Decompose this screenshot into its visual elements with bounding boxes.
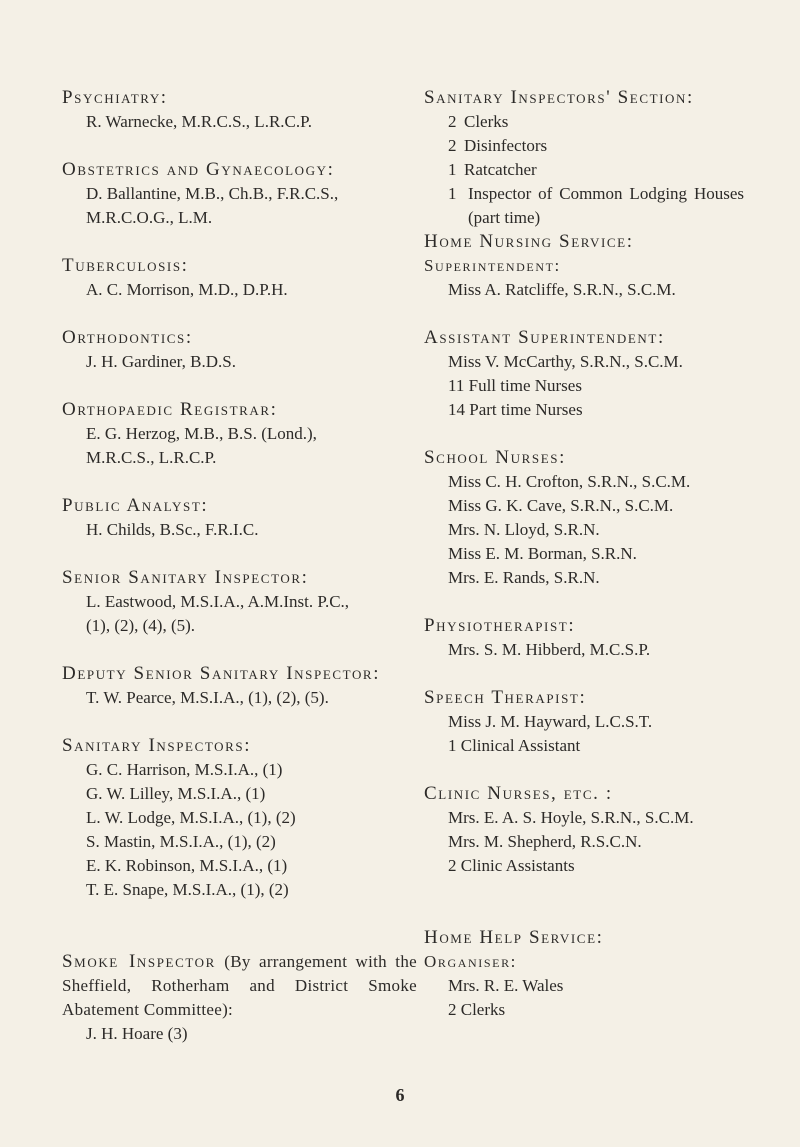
staff-line: Mrs. M. Shepherd, R.S.C.N.: [448, 832, 642, 851]
section-heading: Sanitary Inspectors:: [62, 735, 252, 756]
page-number: 6: [395, 1085, 405, 1105]
staff-line: J. H. Hoare (3): [86, 1024, 188, 1043]
staff-line: S. Mastin, M.S.I.A., (1), (2): [86, 832, 276, 851]
staff-line: L. Eastwood, M.S.I.A., A.M.Inst. P.C.,: [86, 592, 350, 611]
item-count: 1: [448, 184, 457, 203]
section-senior-sanitary-inspector: [62, 566, 417, 638]
section-heading: Speech Therapist:: [424, 687, 587, 708]
staff-line: T. E. Snape, M.S.I.A., (1), (2): [86, 880, 289, 899]
staff-line: G. C. Harrison, M.S.I.A., (1): [86, 760, 283, 779]
staff-line: T. W. Pearce, M.S.I.A., (1), (2), (5).: [86, 688, 329, 707]
section-psychiatry: [62, 86, 417, 134]
section-tuberculosis: [62, 254, 417, 302]
section-obstetrics: [62, 158, 417, 230]
section-heading: Orthodontics:: [62, 327, 193, 348]
staff-line: E. G. Herzog, M.B., B.S. (Lond.),: [86, 424, 317, 443]
section-speech-therapist: [424, 686, 744, 758]
section-deputy-sanitary-inspector: [62, 662, 417, 710]
section-heading: Public Analyst:: [62, 495, 209, 516]
section-heading: Tuberculosis:: [62, 255, 189, 276]
staff-line: Miss E. M. Borman, S.R.N.: [448, 544, 637, 563]
section-assistant-superintendent: [424, 326, 744, 422]
section-orthodontics: [62, 326, 417, 374]
item-count: 2: [448, 112, 457, 131]
staff-line: Mrs. E. Rands, S.R.N.: [448, 568, 600, 587]
section-heading: Psychiatry:: [62, 87, 168, 108]
staff-line: M.R.C.S., L.R.C.P.: [86, 448, 217, 467]
section-smoke-inspector: [62, 950, 417, 1046]
section-school-nurses: [424, 446, 744, 590]
section-heading: Obstetrics and Gynaecology:: [62, 159, 335, 180]
section-home-help-service: [424, 926, 744, 1022]
section-heading: Orthopaedic Registrar:: [62, 399, 278, 420]
list-item: [424, 158, 744, 182]
staff-line: Mrs. N. Lloyd, S.R.N.: [448, 520, 600, 539]
list-item: [424, 134, 744, 158]
item-text: Clerks: [464, 112, 509, 131]
section-home-nursing-service: [424, 230, 744, 302]
staff-line: 2 Clerks: [448, 1000, 506, 1019]
staff-line: Mrs. S. M. Hibberd, M.C.S.P.: [448, 640, 651, 659]
section-heading: Senior Sanitary Inspector:: [62, 567, 309, 588]
staff-line: M.R.C.O.G., L.M.: [86, 208, 213, 227]
staff-line: L. W. Lodge, M.S.I.A., (1), (2): [86, 808, 296, 827]
staff-line: Miss V. McCarthy, S.R.N., S.C.M.: [448, 352, 683, 371]
staff-line: E. K. Robinson, M.S.I.A., (1): [86, 856, 288, 875]
staff-line: G. W. Lilley, M.S.I.A., (1): [86, 784, 266, 803]
staff-line: 14 Part time Nurses: [448, 400, 583, 419]
section-subheading: Superintendent:: [424, 256, 561, 275]
list-item: [424, 182, 744, 230]
item-count: 2: [448, 136, 457, 155]
staff-line: Miss J. M. Hayward, L.C.S.T.: [448, 712, 653, 731]
staff-line: Mrs. R. E. Wales: [448, 976, 564, 995]
section-heading: School Nurses:: [424, 447, 566, 468]
section-clinic-nurses: [424, 782, 744, 878]
staff-line: Mrs. E. A. S. Hoyle, S.R.N., S.C.M.: [448, 808, 694, 827]
staff-line: Miss G. K. Cave, S.R.N., S.C.M.: [448, 496, 674, 515]
item-text: Disinfectors: [464, 136, 548, 155]
section-heading: Home Nursing Service:: [424, 231, 634, 252]
staff-line: H. Childs, B.Sc., F.R.I.C.: [86, 520, 259, 539]
section-heading: Sanitary Inspectors' Section:: [424, 87, 694, 108]
list-item: [424, 110, 744, 134]
section-heading: Clinic Nurses, etc. :: [424, 783, 613, 804]
section-heading: Physiotherapist:: [424, 615, 576, 636]
section-sanitary-inspectors-section: [424, 86, 744, 230]
staff-line: R. Warnecke, M.R.C.S., L.R.C.P.: [86, 112, 312, 131]
staff-line: D. Ballantine, M.B., Ch.B., F.R.C.S.,: [86, 184, 339, 203]
section-heading: Assistant Superintendent:: [424, 327, 665, 348]
section-subheading: Organiser:: [424, 952, 518, 971]
staff-line: Miss C. H. Crofton, S.R.N., S.C.M.: [448, 472, 691, 491]
staff-line: (1), (2), (4), (5).: [86, 616, 196, 635]
section-orthopaedic: [62, 398, 417, 470]
staff-line: 1 Clinical Assistant: [448, 736, 581, 755]
item-text: Inspector of Common Lodging Houses (part time): [468, 184, 744, 227]
staff-line: 11 Full time Nurses: [448, 376, 582, 395]
item-count: 1: [448, 160, 457, 179]
smoke-inspector-note: (By arrangement with the Sheffield, Rotherham and District Smoke Abatement Committee):: [62, 952, 417, 1019]
section-public-analyst: [62, 494, 417, 542]
section-heading: Deputy Senior Sanitary Inspector:: [62, 663, 381, 684]
staff-line: 2 Clinic Assistants: [448, 856, 575, 875]
staff-line: A. C. Morrison, M.D., D.P.H.: [86, 280, 288, 299]
smoke-inspector-paragraph: [62, 950, 417, 1022]
staff-line: J. H. Gardiner, B.D.S.: [86, 352, 236, 371]
staff-line: Miss A. Ratcliffe, S.R.N., S.C.M.: [448, 280, 676, 299]
section-physiotherapist: [424, 614, 744, 662]
item-text: Ratcatcher: [464, 160, 537, 179]
section-heading: Smoke Inspector: [62, 951, 216, 972]
section-heading: Home Help Service:: [424, 927, 604, 948]
section-sanitary-inspectors: [62, 734, 417, 902]
